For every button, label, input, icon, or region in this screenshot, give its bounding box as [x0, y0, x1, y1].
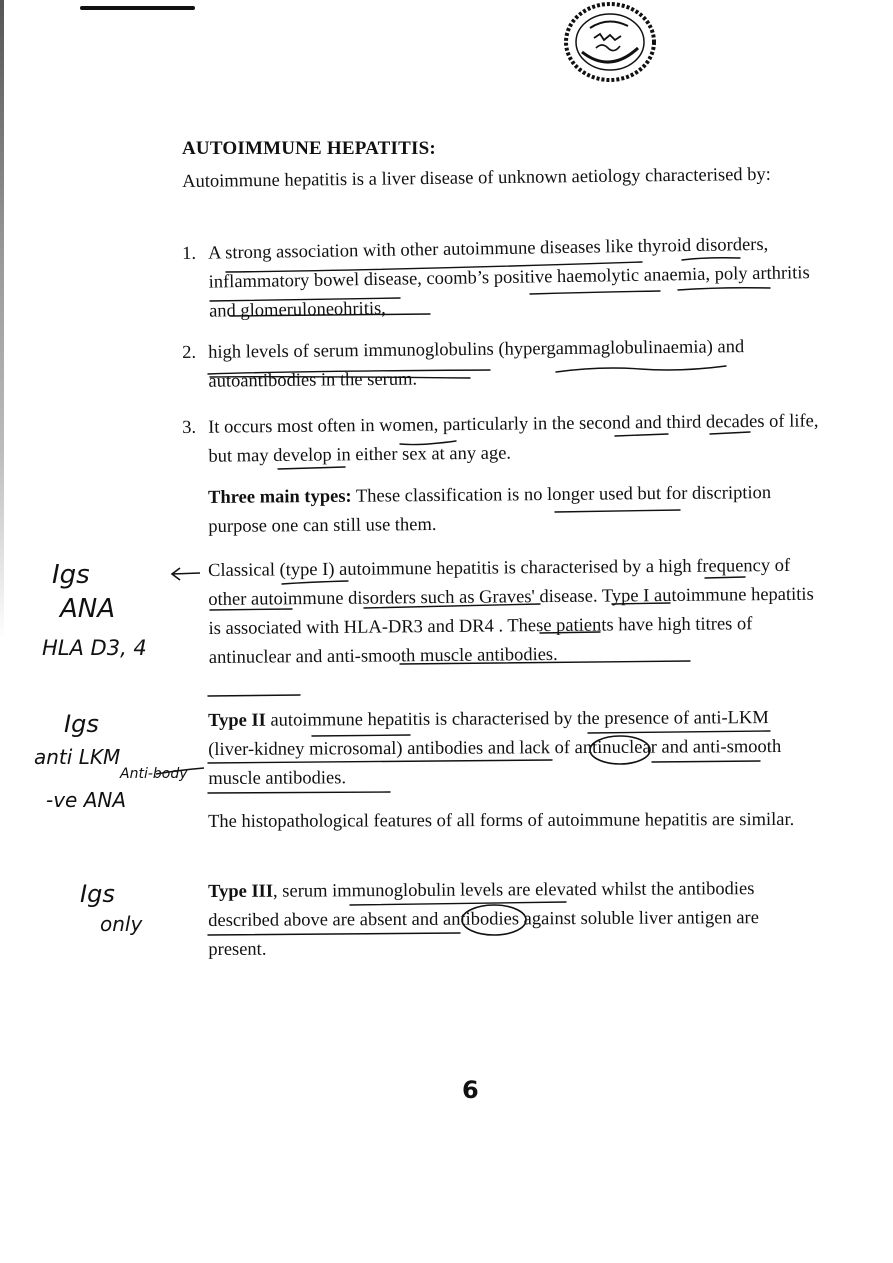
handwritten-note: Igs — [52, 560, 90, 590]
list-number: 2. — [182, 342, 197, 363]
type3-text: , serum immunoglobulin levels are elevated whilst the antibodies described above are absent and antibodies against soluble liver antigen are present. — [208, 879, 759, 960]
handwritten-note: Anti-body — [120, 766, 188, 782]
intro-paragraph: Autoimmune hepatitis is a liver disease of unknown aetiology characterised by: — [182, 164, 772, 192]
list-text: high levels of serum immunoglobulins (hypergammaglobulinaemia) and autoantibodies in the serum. — [208, 337, 745, 392]
list-text: A strong association with other autoimmune diseases like thyroid disorders, inflammatory bowel disease, coomb’s positive haemolytic anaemia, poly arthritis and glomeruloneohritis, — [208, 234, 810, 322]
type3-label: Type III — [208, 881, 274, 902]
list-number: 1. — [182, 243, 197, 264]
type2-paragraph — [208, 704, 808, 794]
handwritten-note: Igs — [64, 710, 99, 738]
list-item — [182, 230, 823, 327]
types-paragraph — [208, 479, 808, 542]
type2-label: Type II — [208, 710, 266, 731]
handwritten-note: HLA D3, 4 — [42, 636, 147, 660]
types-label: Three main types: — [208, 486, 352, 508]
handwritten-note: Igs — [80, 880, 115, 908]
list-text: It occurs most often in women, particularly in the second and third decades of life, but may develop in either sex at any age. — [208, 411, 819, 467]
type3-paragraph — [208, 875, 808, 965]
list-number: 3. — [182, 417, 197, 438]
type2-text: autoimmune hepatitis is characterised by the presence of anti-LKM (liver-kidney microsomal) antibodies and lack of antinuclear and anti-smooth muscle antibodies. — [208, 708, 782, 789]
list-item — [182, 332, 823, 397]
page-number: 6 — [462, 1076, 479, 1104]
types-text: These classification is no longer used but for discription purpose one can still use them. — [208, 483, 772, 537]
list-item — [182, 407, 823, 472]
histopathology-paragraph: The histopathological features of all forms of autoimmune hepatitis are similar. — [208, 809, 795, 832]
section-heading: AUTOIMMUNE HEPATITIS: — [182, 138, 436, 159]
handwritten-note: -ve ANA — [46, 788, 127, 812]
handwritten-note: ANA — [60, 594, 116, 624]
handwritten-note: anti LKM — [34, 745, 121, 769]
handwritten-note: only — [100, 912, 143, 936]
type1-paragraph: Classical (type I) autoimmune hepatitis is characterised by a high frequency of other autoimmune disorders such as Graves' disease. Type I autoimmune hepatitis is associated with HLA-DR3 and DR4 . These patients have high titres of antinuclear and anti-smooth muscle antibodies. — [208, 555, 814, 668]
